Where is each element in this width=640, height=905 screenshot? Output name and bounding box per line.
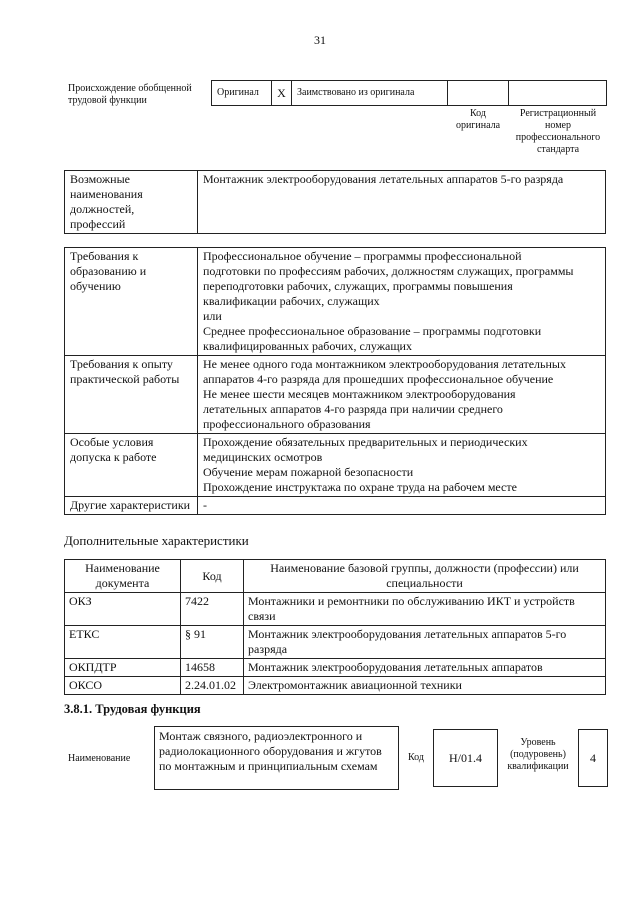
labor-function-name-value: Монтаж связного, радиоэлектронного и радиолокационного оборудования и жгутов по монтажным и принципиальным схемам [154, 726, 399, 790]
text-line: квалифицированных рабочих, служащих [203, 339, 412, 353]
labor-function-code-label: Код [408, 752, 424, 763]
row-doc: ОКПДТР [65, 659, 181, 677]
text-line: подготовки по профессиям рабочих, должностям служащих, программы [203, 264, 574, 278]
positions-row [65, 171, 606, 234]
header-code: Код [181, 560, 244, 593]
origin-label: Происхождение обобщенной трудовой функции [68, 83, 192, 106]
qualification-level-value: 4 [578, 729, 608, 787]
additional-table [64, 559, 606, 695]
table-row [65, 593, 606, 626]
conditions-value [198, 434, 606, 497]
row-name: Электромонтажник авиационной техники [244, 677, 606, 695]
row-doc: ЕТКС [65, 626, 181, 659]
table-row [65, 434, 606, 497]
text-line: или [203, 309, 222, 323]
borrowed-label: Заимствовано из оригинала [291, 81, 447, 105]
page-number: 31 [314, 33, 326, 47]
row-code: 2.24.01.02 [181, 677, 244, 695]
table-row [65, 626, 606, 659]
text-line: - [203, 498, 207, 512]
text-line: профессионального образования [203, 417, 371, 431]
positions-label: Возможные наименования должностей, профессий [65, 171, 198, 234]
text-line: Обучение мерам пожарной безопасности [203, 465, 414, 479]
positions-table [64, 170, 606, 234]
text-line: медицинских осмотров [203, 450, 323, 464]
qualification-level-label: Уровень (подуровень) квалификации [507, 737, 569, 772]
text-line: квалификации рабочих, служащих [203, 294, 380, 308]
labor-function-code-value: Н/01.4 [433, 729, 498, 787]
reg-number-caption: Регистрационный номер профессионального стандарта [515, 108, 601, 155]
original-mark: X [271, 81, 291, 105]
text-line: Не менее шести месяцев монтажником электрооборудования [203, 387, 516, 401]
row-code: § 91 [181, 626, 244, 659]
row-doc: ОКЗ [65, 593, 181, 626]
labor-function-heading: 3.8.1. Трудовая функция [64, 702, 201, 716]
education-value [198, 248, 606, 356]
other-label: Другие характеристики [65, 497, 198, 515]
text-line: Не менее одного года монтажником электрооборудования летательных [203, 357, 566, 371]
origin-box [211, 80, 607, 106]
text-line: Профессиональное обучение – программы профессиональной [203, 249, 522, 263]
original-code-cell [447, 81, 508, 105]
original-code-caption: Код оригинала [455, 108, 501, 131]
row-name: Монтажники и ремонтники по обслуживанию ИКТ и устройств связи [244, 593, 606, 626]
text-line: Прохождение обязательных предварительных и периодических [203, 435, 528, 449]
additional-heading: Дополнительные характеристики [64, 533, 249, 548]
experience-value [198, 356, 606, 434]
row-name: Монтажник электрооборудования летательных аппаратов [244, 659, 606, 677]
row-code: 7422 [181, 593, 244, 626]
text-line: аппаратов 4-го разряда для прошедших профессиональное обучение [203, 372, 554, 386]
row-code: 14658 [181, 659, 244, 677]
text-line: Прохождение инструктажа по охране труда на рабочем месте [203, 480, 517, 494]
table-row [65, 659, 606, 677]
original-label: Оригинал [211, 81, 271, 105]
table-header-row [65, 560, 606, 593]
other-value [198, 497, 606, 515]
text-line: переподготовки рабочих, служащих, программы повышения [203, 279, 513, 293]
header-name: Наименование базовой группы, должности (профессии) или специальности [244, 560, 606, 593]
row-name: Монтажник электрооборудования летательных аппаратов 5-го разряда [244, 626, 606, 659]
table-row [65, 356, 606, 434]
row-doc: ОКСО [65, 677, 181, 695]
table-row [65, 677, 606, 695]
positions-value: Монтажник электрооборудования летательных аппаратов 5-го разряда [198, 171, 606, 234]
reg-number-cell [508, 81, 607, 105]
experience-label: Требования к опыту практической работы [65, 356, 198, 434]
table-row [65, 248, 606, 356]
text-line: Среднее профессиональное образование – программы подготовки [203, 324, 542, 338]
text-line: летательных аппаратов 4-го разряда при наличии среднего [203, 402, 503, 416]
requirements-table [64, 247, 606, 515]
education-label: Требования к образованию и обучению [65, 248, 198, 356]
labor-function-name-label: Наименование [68, 753, 131, 764]
header-doc: Наименование документа [65, 560, 181, 593]
conditions-label: Особые условия допуска к работе [65, 434, 198, 497]
table-row [65, 497, 606, 515]
